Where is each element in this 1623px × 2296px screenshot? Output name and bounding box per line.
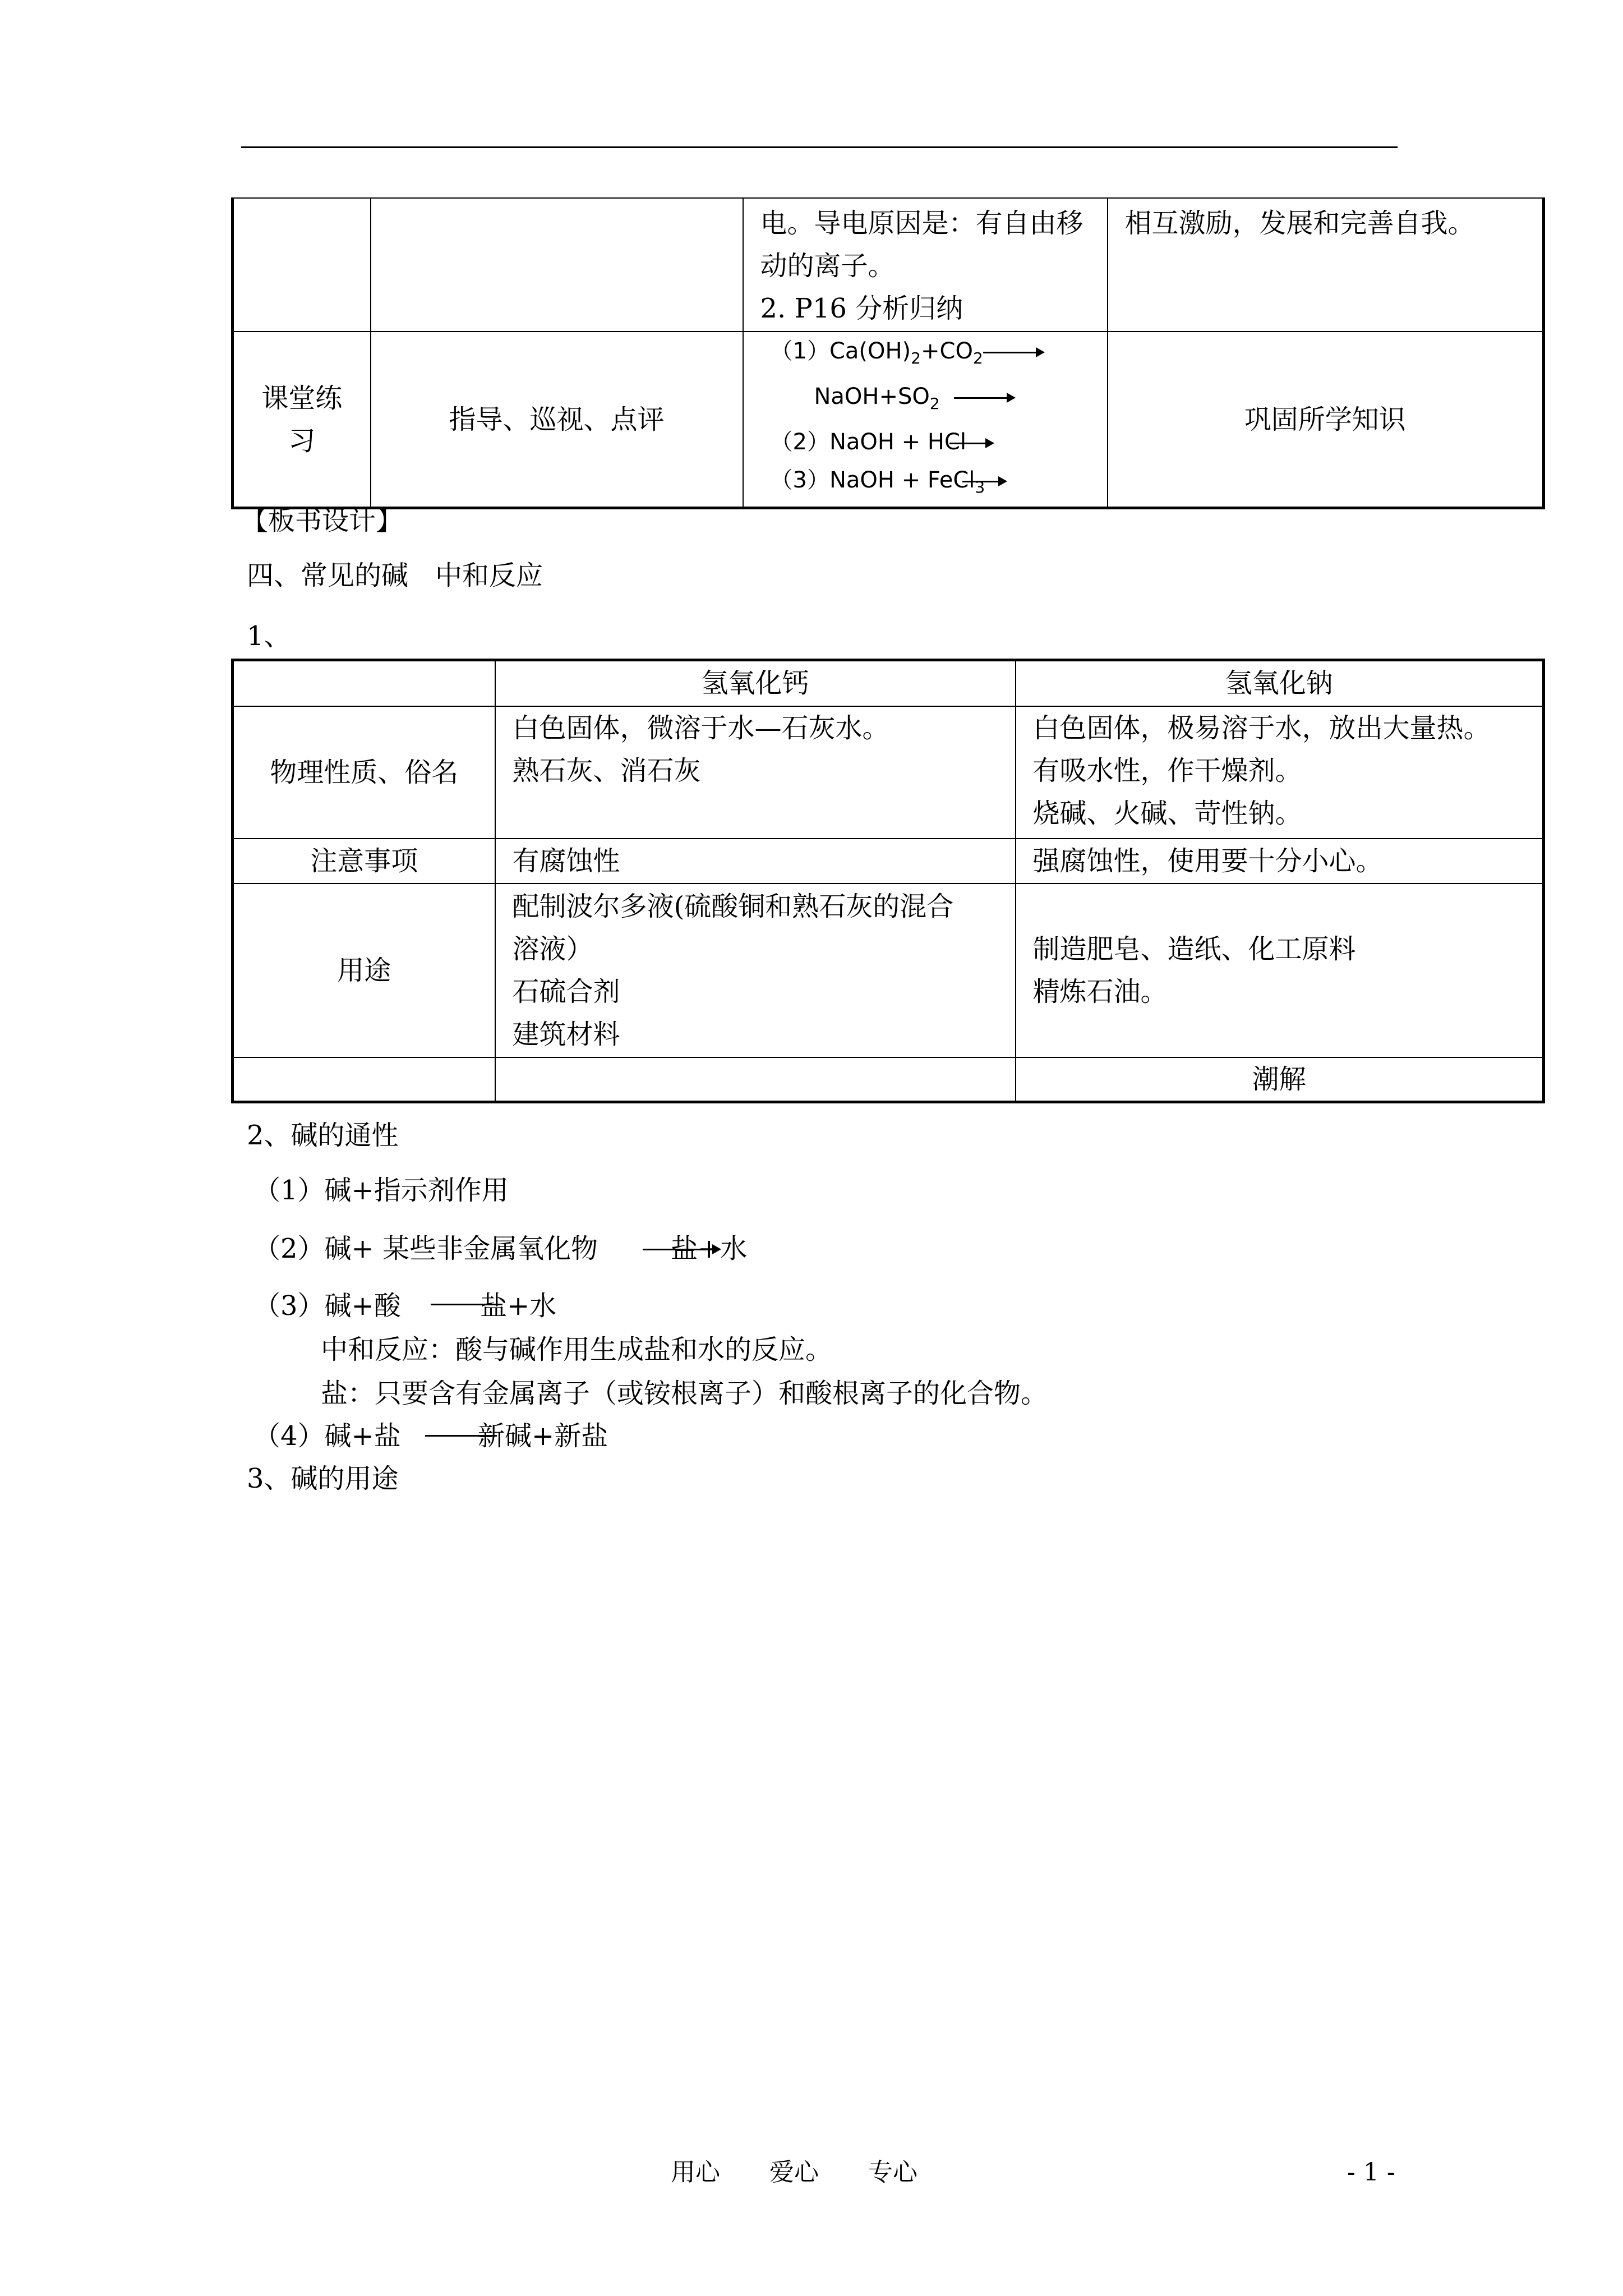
cell-line: 电。导电原因是：有自由移 (760, 208, 1083, 239)
property-line: （1）碱+指示剂作用 (253, 1175, 509, 1206)
cell-line: 熟石灰、消石灰 (512, 754, 701, 786)
item-number: 1、 (247, 620, 291, 652)
definition-line: 中和反应：酸与碱作用生成盐和水的反应。 (321, 1334, 833, 1365)
cell-line: 精炼石油。 (1032, 976, 1168, 1007)
property-result: 盐+水 (480, 1290, 557, 1322)
header-cell: 氢氧化钙 (495, 660, 1016, 706)
design-intent-cell (1108, 198, 1544, 332)
item-heading: 3、碱的用途 (247, 1463, 399, 1494)
formula-line: $NaOH+SO_2$ (771, 378, 1107, 423)
table-cell (233, 198, 371, 332)
header-cell (233, 660, 495, 706)
item-heading: 2、碱的通性 (247, 1120, 399, 1151)
segment-cell (233, 332, 371, 508)
cell-line: 动的离子。 (760, 250, 895, 282)
header-rule (241, 146, 1398, 148)
footer-motto: 用心 爱心 专心 (671, 2158, 917, 2187)
property-line: （3）碱+酸 (253, 1290, 401, 1322)
definition-line: 盐：只要含有金属离子（或铵根离子）和酸根离子的化合物。 (321, 1378, 1048, 1409)
table-cell (495, 884, 1016, 1057)
table-cell (495, 706, 1016, 839)
reaction-arrow-icon (949, 438, 994, 449)
table-row (233, 839, 1544, 884)
cell-line: 2. P16 分析归纳 (760, 293, 963, 324)
cell-line: 石硫合剂 (512, 976, 620, 1007)
table-row (233, 706, 1544, 839)
board-design-heading: 【板书设计】 (241, 505, 403, 536)
cell-line: 溶液） (512, 933, 593, 965)
cell-line: 课堂练 (261, 382, 343, 414)
page-number: - 1 - (1347, 2158, 1395, 2187)
cell-line: 制造肥皂、造纸、化工原料 (1032, 933, 1356, 965)
cell-line: 配制波尔多液(硫酸铜和熟石灰的混合 (512, 890, 954, 922)
cell-line: 白色固体，极易溶于水，放出大量热。 (1032, 712, 1491, 744)
reaction-arrow-icon (983, 347, 1045, 358)
lesson-row-2 (233, 332, 1544, 508)
table-row (233, 1057, 1544, 1102)
cell-line: 习 (288, 425, 316, 457)
section-title: 四、常见的碱 中和反应 (247, 560, 543, 591)
table-cell (1016, 884, 1544, 1057)
table-header-row (233, 660, 1544, 706)
table-cell: 强腐蚀性，使用要十分小心。 (1016, 839, 1544, 884)
row-label (233, 1057, 495, 1102)
design-intent-cell: 巩固所学知识 (1108, 332, 1544, 508)
cell-line: 相互激励，发展和完善自我。 (1124, 208, 1475, 239)
cell-line: 白色固体，微溶于水—石灰水。 (512, 712, 889, 744)
cell-line: 建筑材料 (512, 1018, 620, 1050)
property-result: 盐+水 (671, 1233, 748, 1264)
table-cell (1016, 706, 1544, 839)
lesson-row-1 (233, 198, 1544, 332)
cell-line: 烧碱、火碱、苛性钠。 (1032, 797, 1302, 829)
property-result: 新碱+新盐 (478, 1420, 608, 1452)
formula-line: （2）NaOH + HCl (771, 423, 1107, 461)
table-cell (495, 1057, 1016, 1102)
table-cell: 潮解 (1016, 1057, 1544, 1102)
reaction-arrow-icon (962, 476, 1007, 487)
table-cell (371, 198, 743, 332)
table-cell: 有腐蚀性 (495, 839, 1016, 884)
property-line: （2）碱+ 某些非金属氧化物 (253, 1233, 598, 1264)
formula-line: $(1)Ca(OH)_2+CO_2$ (771, 332, 1107, 378)
row-label: 用途 (233, 884, 495, 1057)
lesson-table (231, 197, 1545, 509)
property-line: （4）碱+盐 (253, 1420, 401, 1452)
properties-table (231, 659, 1545, 1103)
exercise-formulas-cell (743, 332, 1108, 508)
teacher-activity-cell: 指导、巡视、点评 (371, 332, 743, 508)
row-label: 注意事项 (233, 839, 495, 884)
row-label: 物理性质、俗名 (233, 706, 495, 839)
table-row (233, 884, 1544, 1057)
cell-line: 有吸水性，作干燥剂。 (1032, 754, 1302, 786)
header-cell: 氢氧化钠 (1016, 660, 1544, 706)
formula-line: （3）NaOH + FeCl$_3$ (771, 461, 1107, 507)
reaction-arrow-icon (954, 392, 1016, 403)
student-activity-cell (743, 198, 1108, 332)
